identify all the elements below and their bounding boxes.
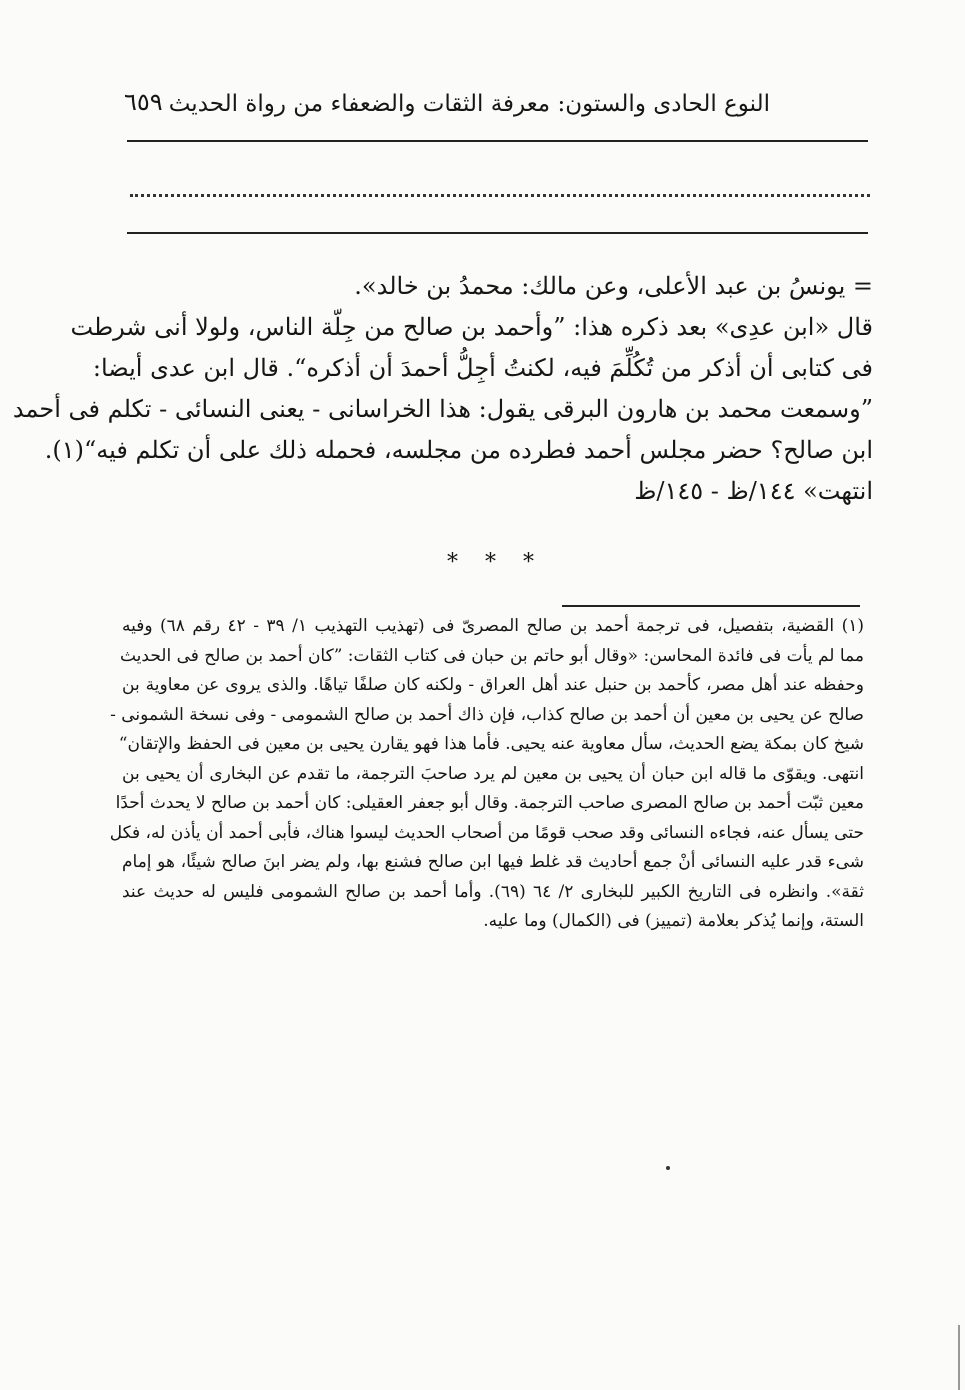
body-line: قال «ابن عدِى» بعد ذكره هذا: ”وأحمد بن صالح من جِلّة الناس، ولولا أنى شرطت: [70, 313, 873, 341]
body-line: ابن صالح؟ حضر مجلس أحمد فطرده من مجلسه، فحمله ذلك على أن تكلم فيه“(١).: [44, 436, 873, 464]
page-number: ٦٥٩: [124, 88, 163, 116]
dotted-separator: [130, 194, 870, 197]
footnote-rule: [562, 605, 860, 607]
body-line: ”وسمعت محمد بن هارون البرقى يقول: هذا الخراسانى - يعنى النسائى - تكلم فى أحمد: [12, 395, 873, 423]
footnote-line: شيخ كان بمكة يضع الحديث، سأل معاوية عنه يحيى. فأما هذا فهو يقارن يحيى بن معين فى الحفظ والإتقان“: [118, 734, 864, 754]
scan-margin-mark: [958, 1325, 960, 1390]
footnote: [109, 612, 864, 937]
footnote-line: صالح عن يحيى بن معين أن أحمد بن صالح كذاب، فإن ذاك أحمد بن صالح الشمومى - وفى نسخة الشمونى -: [110, 704, 864, 725]
footnote-line: (١) القضية، بتفصيل، فى ترجمة أحمد بن صالح المصرىّ فى (تهذيب التهذيب ١/ ٣٩ - ٤٢ رقم ٦٨) وفيه: [122, 616, 864, 636]
footnote-line: حتى يسأل عنه، فجاءه النسائى وقد صحب قومًا من أصحاب الحديث ليسوا هناك، فأبى أحمد أن يأذن له، فكل: [109, 822, 864, 843]
running-header-title: النوع الحادى والستون: معرفة الثقات والضعفاء من رواة الحديث: [168, 91, 770, 117]
footnote-line: ثقة». وانظره فى التاريخ الكبير للبخارى ٢/ ٦٤ (٦٩). وأما أحمد بن صالح الشمومى فليس له حديث عند: [122, 881, 864, 902]
footnote-line: مما لم يأت فى فائدة المحاسن: «وقال أبو حاتم بن حبان فى كتاب الثقات: ”كان أحمد بن صالح فى الحديث: [119, 645, 864, 666]
body-line: = يونسُ بن عبد الأعلى، وعن مالك: محمدُ بن خالد».: [354, 272, 873, 300]
footnote-line: شىء قدر عليه النسائى أنْ جمع أحاديث قد غلط فيها ابن صالح فشنع بها، ولم يضر ابنَ صالح شيئًا، هو إمام: [122, 852, 864, 872]
footnote-line: وحفظه عند أهل مصر، كأحمد بن حنبل عند أهل العراق - ولكنه كان صلفًا تياهًا. والذى يروى عن معاوية بن: [122, 675, 864, 695]
scan-speck: [666, 1166, 670, 1170]
body-line: انتهت» ١٤٤/ظ - ١٤٥/ظ: [634, 477, 873, 505]
footnote-line: انتهى. ويقوّى ما قاله ابن حبان أن يحيى بن معين لم يرد صاحبَ الترجمة، ما تقدم عن البخارى أن يحيى بن: [122, 763, 864, 784]
main-text: [12, 266, 873, 512]
section-separator-asterisks: * * *: [447, 550, 544, 575]
header-rule-top: [127, 140, 868, 142]
header-rule-bottom: [127, 232, 868, 234]
footnote-line: معين ثبّت أحمد بن صالح المصرى صاحب الترجمة. وقال أبو جعفر العقيلى: كان أحمد بن صالح لا يحدث أحدًا: [115, 793, 864, 813]
body-line: فى كتابى أن أذكر من تُكُلِّمَ فيه، لكنتُ أجِلُّ أحمدَ أن أذكره“. قال ابن عدى أيضا:: [92, 354, 873, 382]
footnote-line: الستة، وإنما يُذكر بعلامة (تمييز) فى (الكمال) وما عليه.: [483, 911, 864, 931]
